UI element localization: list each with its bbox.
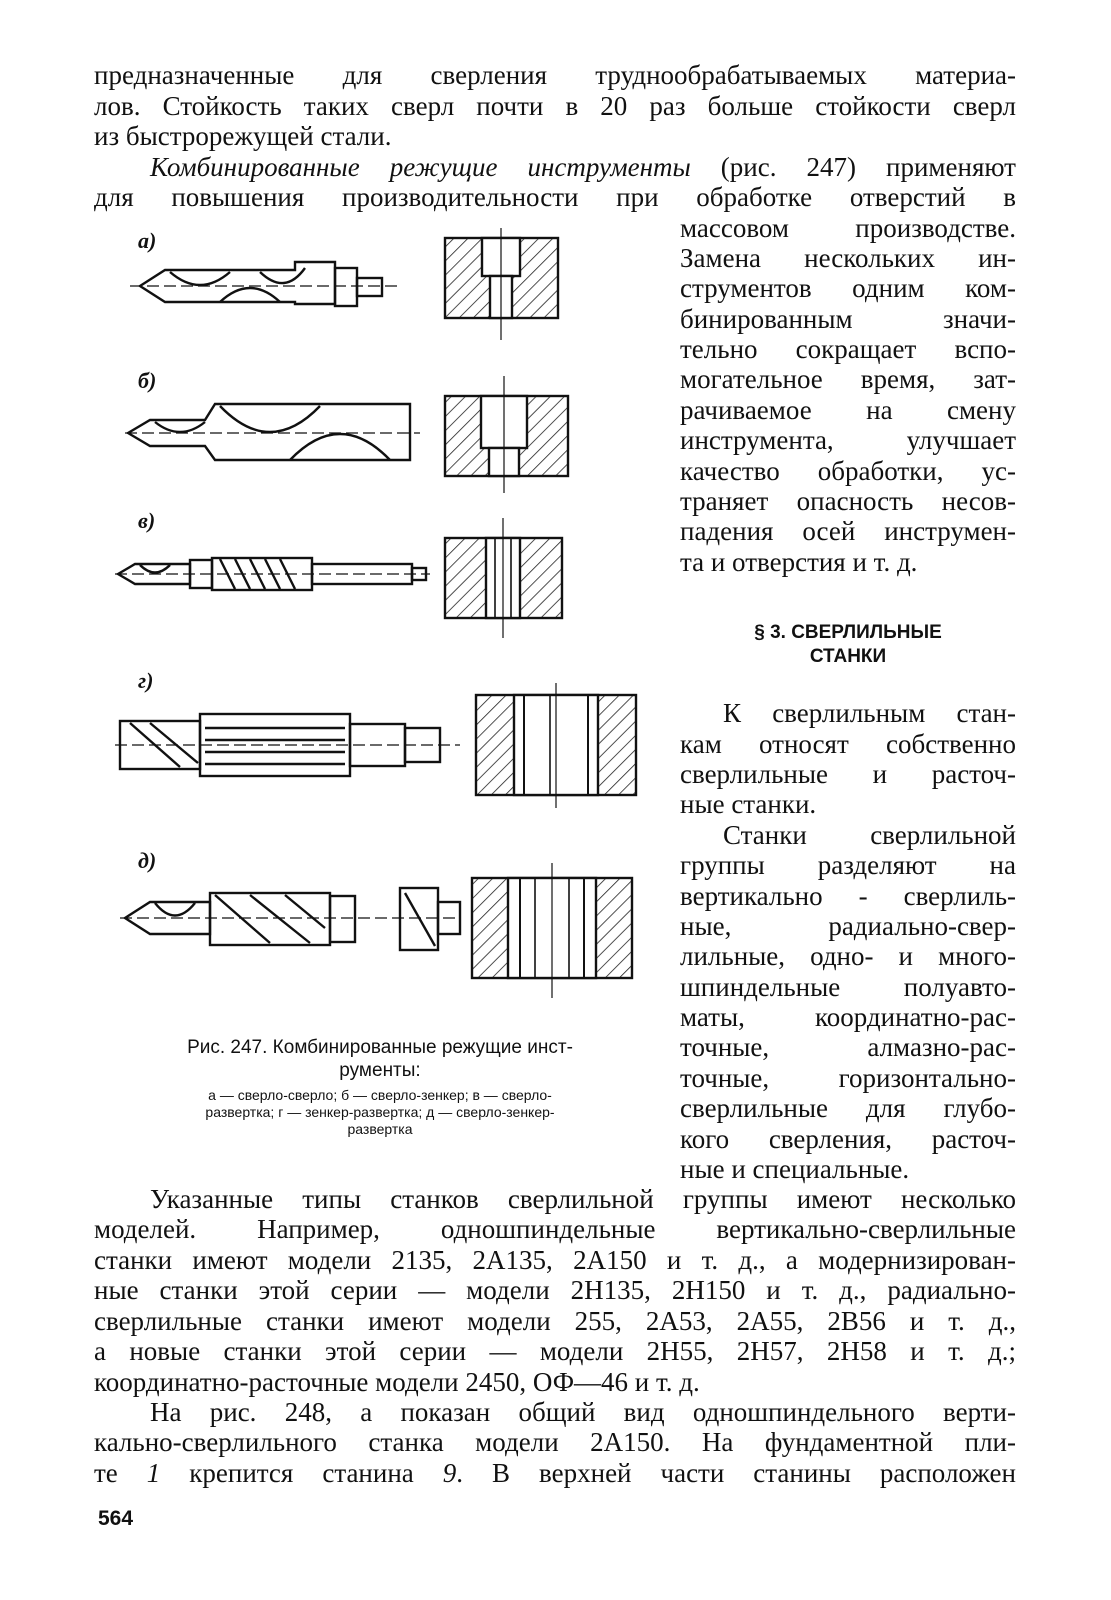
text-line: кого сверления, расточ-	[680, 1124, 1016, 1154]
text-line: качество обработки, ус-	[680, 456, 1016, 486]
text-line	[150, 152, 1016, 182]
text-line: ные станки.	[680, 789, 817, 819]
text-line: К сверлильным стан-	[723, 698, 1016, 728]
text-line: Замена нескольких ин-	[680, 243, 1016, 273]
figure-247-combined-tools	[110, 228, 670, 1028]
workpiece-section-v	[445, 518, 562, 638]
workpiece-section-g	[476, 683, 636, 808]
text-line: кально-сверлильного станка модели 2А150. На фундаментной пли-	[94, 1427, 1016, 1457]
page-number: 564	[98, 1507, 134, 1530]
text-line: На рис. 248, а показан общий вид одношпиндельного верти-	[150, 1397, 1016, 1427]
text-line: траняет опасность несов-	[680, 486, 1016, 516]
figure-label-d: д)	[138, 848, 157, 873]
legend-line: развертка	[347, 1121, 413, 1137]
text-line: предназначенные для сверления труднообрабатываемых материа-	[94, 60, 1016, 90]
figure-label-g: г)	[138, 668, 154, 693]
text-line: лильные, одно- и много-	[680, 941, 1016, 971]
text-line: сверлильные станки имеют модели 255, 2А53, 2А55, 2В56 и т. д.,	[94, 1306, 1016, 1336]
figure-legend	[110, 1087, 650, 1138]
section-heading: § 3. СВЕРЛИЛЬНЫЕ	[754, 622, 942, 643]
text-line: сверлильные для глубо-	[680, 1093, 1016, 1123]
figure-label-b: б)	[138, 368, 157, 393]
text-line: падения осей инструмен-	[680, 516, 1016, 546]
tool-drawing-v	[115, 558, 430, 590]
legend-line: а — сверло-сверло; б — сверло-зенкер; в — сверло-	[208, 1087, 552, 1103]
text-line: инструмента, улучшает	[680, 425, 1016, 455]
section-heading: СТАНКИ	[809, 646, 887, 667]
text-line: рачиваемое на смену	[680, 395, 1016, 425]
text-line: Станки сверлильной	[723, 820, 1016, 850]
text-line: из быстрорежущей стали.	[94, 121, 392, 151]
workpiece-section-a	[445, 228, 558, 340]
text-line: ные и специальные.	[680, 1154, 910, 1184]
text-line: группы разделяют на	[680, 850, 1016, 880]
text-span: те	[94, 1458, 147, 1488]
italic-ref: 9	[442, 1458, 457, 1488]
text-line: ные станки этой серии — модели 2Н135, 2Н150 и т. д., радиально-	[94, 1275, 1016, 1305]
text-line: та и отверстия и т. д.	[680, 547, 918, 577]
text-line: тельно сокращает вспо-	[680, 334, 1016, 364]
text-line: координатно-расточные модели 2450, ОФ—46 и т. д.	[94, 1367, 700, 1397]
italic-ref: 1	[146, 1458, 161, 1488]
workpiece-section-d	[472, 863, 632, 998]
figure-label-a: а)	[138, 228, 157, 253]
caption-title: Рис. 247. Комбинированные режущие инст-	[187, 1037, 573, 1058]
text-line: кам относят собственно	[680, 729, 1016, 759]
text-line: моделей. Например, одношпиндельные вертикально-сверлильные	[94, 1214, 1016, 1244]
text-line: сверлильные и расточ-	[680, 759, 1016, 789]
text-span: . В верхней части станины расположен	[456, 1458, 1016, 1488]
text-span: (рис. 247) применяют	[690, 152, 1016, 182]
tool-drawing-b	[125, 404, 420, 460]
text-line: вертикально - сверлиль-	[680, 881, 1016, 911]
tool-drawing-d	[120, 888, 460, 950]
text-line: лов. Стойкость таких сверл почти в 20 раз больше стойкости сверл	[94, 91, 1016, 121]
text-line: массовом производстве.	[680, 213, 1016, 243]
text-line: могательное время, зат-	[680, 364, 1016, 394]
legend-line: развертка; г — зенкер-развертка; д — сверло-зенкер-	[205, 1104, 555, 1120]
text-line: бинированным значи-	[680, 304, 1016, 334]
text-line: точные, алмазно-рас-	[680, 1032, 1016, 1062]
text-line: а новые станки этой серии — модели 2Н55, 2Н57, 2Н58 и т. д.;	[94, 1336, 1016, 1366]
text-line: станки имеют модели 2135, 2А135, 2А150 и т. д., а модернизирован-	[94, 1245, 1016, 1275]
text-span: крепится станина	[160, 1458, 443, 1488]
text-line	[94, 1458, 1016, 1488]
text-line: Указанные типы станков сверлильной группы имеют несколько	[150, 1184, 1016, 1214]
figure-caption	[110, 1036, 650, 1082]
tool-drawing-a	[130, 262, 400, 306]
text-line: для повышения производительности при обработке отверстий в	[94, 182, 1016, 212]
text-line: струментов одним ком-	[680, 273, 1016, 303]
text-line: точные, горизонтально-	[680, 1063, 1016, 1093]
text-line: ные, радиально-свер-	[680, 911, 1016, 941]
caption-title-cont: рументы:	[339, 1060, 421, 1081]
figure-label-v: в)	[138, 508, 156, 533]
italic-term: Комбинированные режущие инструменты	[150, 152, 691, 182]
text-line: маты, координатно-рас-	[680, 1002, 1016, 1032]
workpiece-section-b	[445, 376, 568, 493]
tool-drawing-g	[115, 714, 460, 776]
text-line: шпиндельные полуавто-	[680, 972, 1016, 1002]
